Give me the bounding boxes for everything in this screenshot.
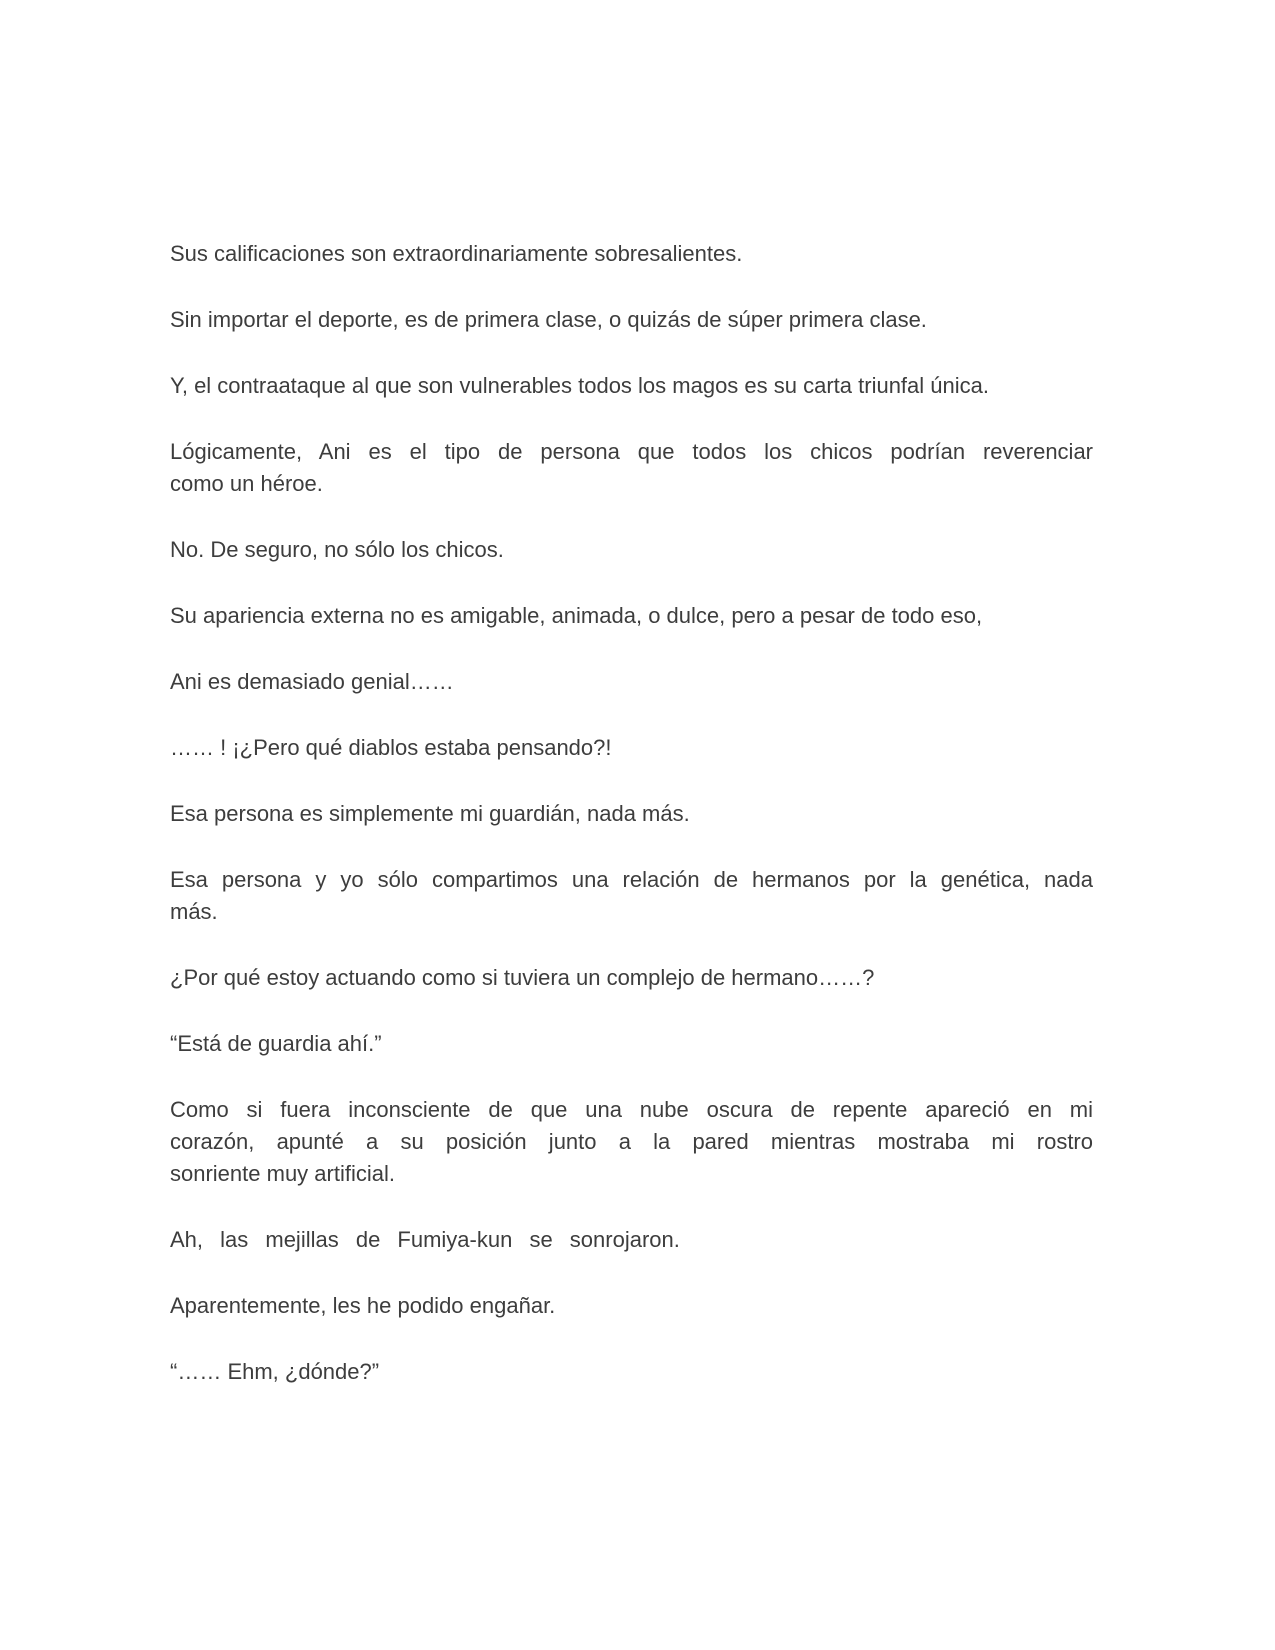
text-line: más. bbox=[170, 899, 218, 924]
text-line: Aparentemente, les he podido engañar. bbox=[170, 1293, 556, 1318]
text-line: Sin importar el deporte, es de primera clase, o quizás de súper primera clase. bbox=[170, 307, 927, 332]
paragraph bbox=[170, 798, 1093, 830]
paragraph bbox=[170, 534, 1093, 566]
text-line: Y, el contraataque al que son vulnerables todos los magos es su carta triunfal única. bbox=[170, 373, 989, 398]
paragraph bbox=[170, 732, 1093, 764]
text-line: “…… Ehm, ¿dónde?” bbox=[170, 1359, 380, 1384]
text-line: Ani es demasiado genial…… bbox=[170, 669, 454, 694]
text-body bbox=[170, 238, 1093, 1422]
paragraph bbox=[170, 436, 1093, 500]
text-line: sonriente muy artificial. bbox=[170, 1161, 395, 1186]
text-line: Ah, las mejillas de Fumiya-kun se sonrojaron. bbox=[170, 1227, 680, 1252]
text-line: Su apariencia externa no es amigable, animada, o dulce, pero a pesar de todo eso, bbox=[170, 603, 983, 628]
paragraph bbox=[170, 864, 1093, 928]
paragraph bbox=[170, 666, 1093, 698]
paragraph bbox=[170, 370, 1093, 402]
text-line: …… ! ¡¿Pero qué diablos estaba pensando?! bbox=[170, 735, 612, 760]
paragraph bbox=[170, 962, 1093, 994]
text-line: No. De seguro, no sólo los chicos. bbox=[170, 537, 504, 562]
text-line: Lógicamente, Ani es el tipo de persona que todos los chicos podrían reverenciar bbox=[170, 439, 1093, 464]
paragraph bbox=[170, 1094, 1093, 1190]
text-line: Como si fuera inconsciente de que una nube oscura de repente apareció en mi bbox=[170, 1097, 1093, 1122]
paragraph bbox=[170, 1356, 1093, 1388]
text-line: corazón, apunté a su posición junto a la pared mientras mostraba mi rostro bbox=[170, 1129, 1093, 1154]
text-line: ¿Por qué estoy actuando como si tuviera un complejo de hermano……? bbox=[170, 965, 875, 990]
paragraph bbox=[170, 1028, 1093, 1060]
paragraph bbox=[170, 304, 1093, 336]
text-line: Esa persona y yo sólo compartimos una relación de hermanos por la genética, nada bbox=[170, 867, 1093, 892]
text-line: “Está de guardia ahí.” bbox=[170, 1031, 382, 1056]
paragraph bbox=[170, 238, 1093, 270]
paragraph bbox=[170, 1224, 1093, 1256]
text-line: Sus calificaciones son extraordinariamente sobresalientes. bbox=[170, 241, 743, 266]
paragraph bbox=[170, 600, 1093, 632]
paragraph bbox=[170, 1290, 1093, 1322]
text-line: Esa persona es simplemente mi guardián, nada más. bbox=[170, 801, 690, 826]
text-line: como un héroe. bbox=[170, 471, 323, 496]
